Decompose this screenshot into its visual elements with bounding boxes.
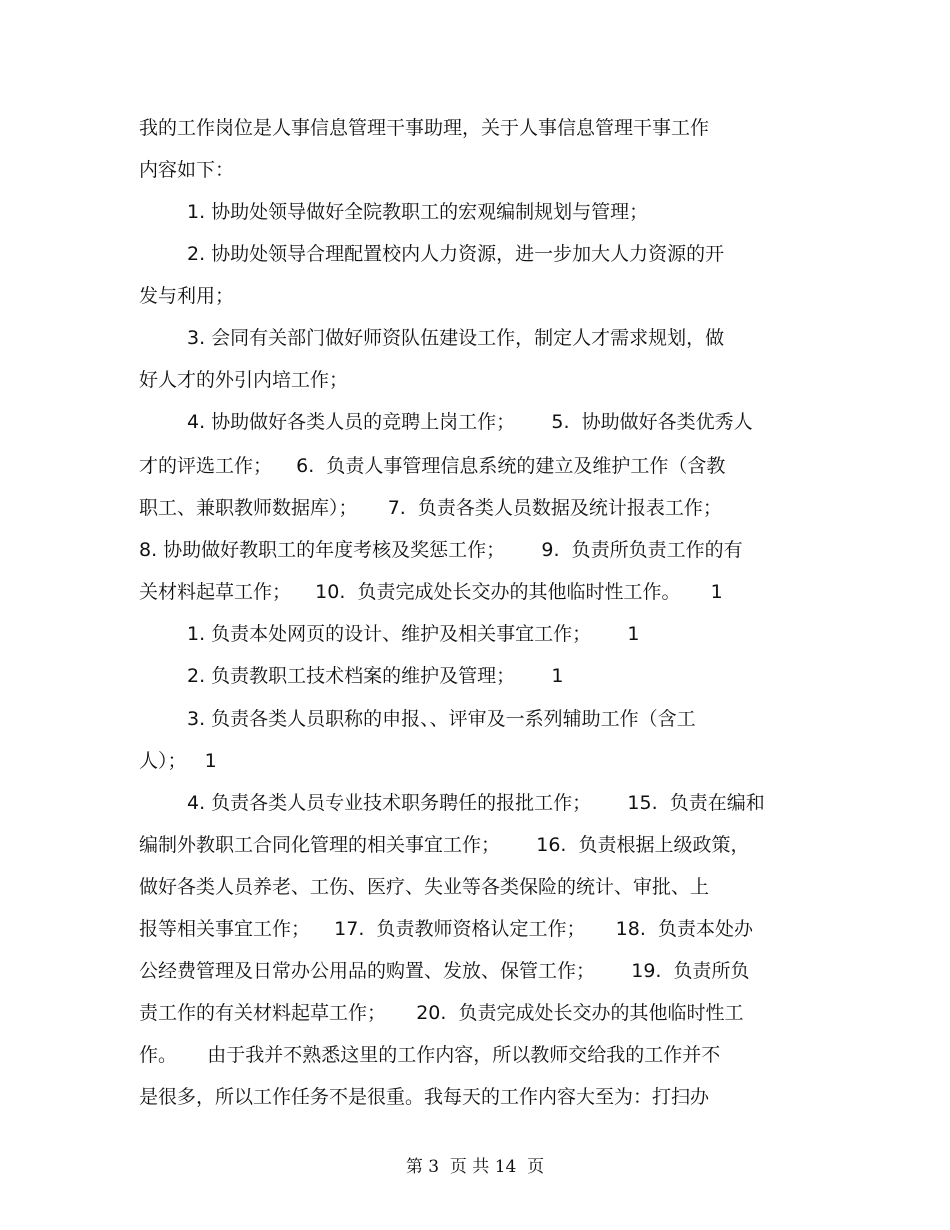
list-item: 1. 协助处领导做好全院教职工的宏观编制规划与管理； — [187, 201, 649, 223]
page-footer: 第 3 页 共 14 页 — [405, 1157, 545, 1177]
list-item: 1. 负责本处网页的设计、维护及相关事宜工作； 1 — [187, 623, 640, 645]
text-line: 内容如下： — [139, 159, 235, 181]
text-line: 公经费管理及日常办公用品的购置、发放、保管工作； 19. 负责所负 — [139, 960, 750, 982]
text-line: 做好各类人员养老、工伤、医疗、失业等各类保险的统计、审批、上 — [139, 876, 710, 898]
list-item: 3. 会同有关部门做好师资队伍建设工作，制定人才需求规划，做 — [187, 327, 725, 349]
list-item: 2. 负责教职工技术档案的维护及管理； 1 — [187, 665, 564, 687]
text-line: 是很多，所以工作任务不是很重。我每天的工作内容大至为：打扫办 — [139, 1086, 710, 1108]
list-item: 4. 负责各类人员专业技术职务聘任的报批工作； 15. 负责在编和 — [187, 792, 765, 814]
text-line: 8. 协助做好教职工的年度考核及奖惩工作； 9. 负责所负责工作的有 — [139, 539, 743, 561]
text-line: 编制外教职工合同化管理的相关事宜工作； 16. 负责根据上级政策， — [139, 834, 750, 856]
text-line: 人）； 1 — [139, 750, 217, 772]
list-item: 3. 负责各类人员职称的申报、、评审及一系列辅助工作（含工 — [187, 708, 696, 730]
text-line: 我的工作岗位是人事信息管理干事助理，关于人事信息管理干事工作 — [139, 117, 710, 139]
text-line: 发与利用； — [139, 285, 235, 307]
text-line: 才的评选工作； 6. 负责人事管理信息系统的建立及维护工作（含教 — [139, 455, 726, 477]
text-line: 职工、兼职教师数据库）； 7. 负责各类人员数据及统计报表工作； — [139, 497, 722, 519]
list-item: 2. 协助处领导合理配置校内人力资源，进一步加大人力资源的开 — [187, 243, 725, 265]
list-item: 4. 协助做好各类人员的竞聘上岗工作； 5. 协助做好各类优秀人 — [187, 411, 753, 433]
text-line: 报等相关事宜工作； 17. 负责教师资格认定工作； 18. 负责本处办 — [139, 918, 753, 940]
text-line: 好人才的外引内培工作； — [139, 369, 349, 391]
text-line: 作。 由于我并不熟悉这里的工作内容，所以教师交给我的工作并不 — [139, 1044, 721, 1066]
text-line: 责工作的有关材料起草工作； 20. 负责完成处长交办的其他临时性工 — [139, 1002, 744, 1024]
text-line: 关材料起草工作； 10. 负责完成处长交办的其他临时性工作。 1 — [139, 581, 723, 603]
